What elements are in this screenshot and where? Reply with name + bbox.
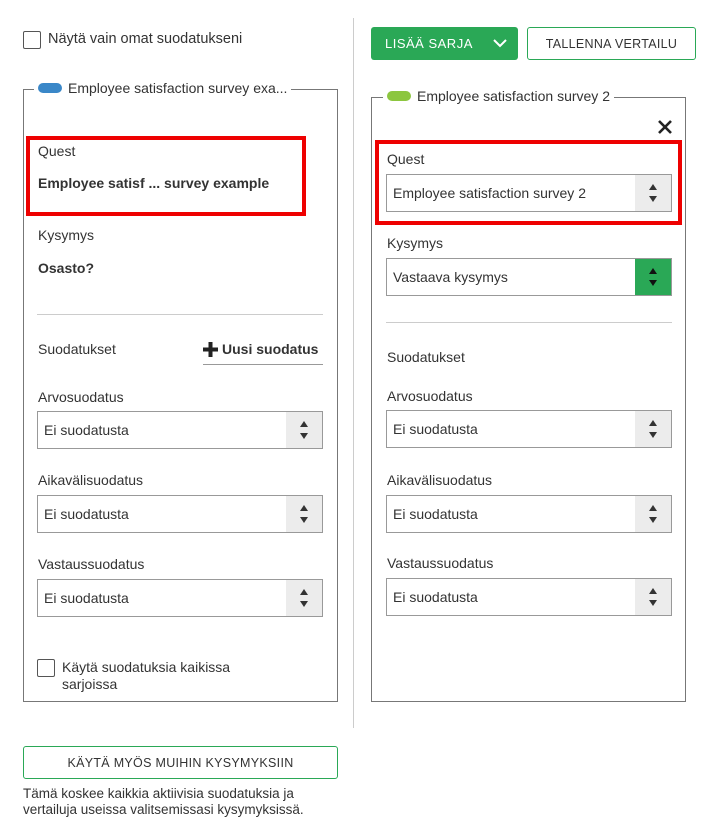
right-quest-value: Employee satisfaction survey 2	[393, 185, 586, 201]
right-value-filter-label: Arvosuodatus	[387, 388, 473, 404]
left-value-filter-label: Arvosuodatus	[38, 389, 124, 405]
right-answer-filter-label: Vastaussuodatus	[387, 555, 494, 571]
plus-icon	[203, 342, 218, 360]
add-series-button[interactable]	[371, 27, 518, 60]
add-series-label: LISÄÄ SARJA	[385, 36, 473, 51]
new-filter-label: Uusi suodatus	[222, 341, 319, 357]
right-time-filter-label: Aikavälisuodatus	[387, 472, 493, 488]
right-answer-filter-select[interactable]	[386, 578, 672, 616]
right-time-filter-select[interactable]	[386, 495, 672, 533]
right-time-filter-value: Ei suodatusta	[393, 506, 478, 522]
right-series-title: Employee satisfaction survey 2	[417, 88, 610, 104]
right-filters-label: Suodatukset	[387, 349, 465, 365]
left-answer-filter-select[interactable]	[37, 579, 323, 617]
left-answer-filter-label: Vastaussuodatus	[38, 556, 145, 572]
right-quest-highlight	[375, 140, 682, 225]
left-question-value: Osasto?	[38, 260, 95, 276]
left-quest-highlight	[26, 136, 306, 216]
left-series-legend	[34, 80, 291, 96]
right-question-label: Kysymys	[387, 235, 443, 251]
new-filter-link[interactable]	[203, 341, 323, 365]
sort-arrows-icon	[635, 496, 671, 532]
left-value-filter-value: Ei suodatusta	[44, 422, 129, 438]
apply-all-series-label-line1: Käytä suodatuksia kaikissa	[62, 659, 231, 675]
sort-arrows-icon	[286, 412, 322, 448]
bottom-note-line1: Tämä koskee kaikkia aktiivisia suodatuksia ja	[23, 786, 294, 801]
bottom-note-line2: vertailuja useissa valitsemissasi kysymyksissä.	[23, 802, 304, 817]
right-answer-filter-value: Ei suodatusta	[393, 589, 478, 605]
left-divider	[37, 314, 323, 315]
chevron-down-icon	[482, 39, 518, 48]
left-time-filter-select[interactable]	[37, 495, 323, 533]
right-series-legend	[383, 88, 614, 104]
apply-to-other-questions-button[interactable]: KÄYTÄ MYÖS MUIHIN KYSYMYKSIIN	[23, 746, 338, 779]
right-value-filter-value: Ei suodatusta	[393, 421, 478, 437]
right-quest-label: Quest	[387, 151, 425, 167]
series-color-swatch	[387, 91, 411, 101]
left-value-filter-select[interactable]	[37, 411, 323, 449]
left-series-title: Employee satisfaction survey exa...	[68, 80, 288, 96]
series-color-swatch	[38, 83, 62, 93]
left-time-filter-value: Ei suodatusta	[44, 506, 129, 522]
sort-arrows-icon	[286, 496, 322, 532]
left-question-label: Kysymys	[38, 227, 94, 243]
left-time-filter-label: Aikavälisuodatus	[38, 472, 144, 488]
sort-arrows-icon	[635, 579, 671, 615]
sort-arrows-icon	[635, 411, 671, 447]
apply-all-series-checkbox[interactable]	[37, 659, 55, 677]
right-divider	[386, 322, 672, 323]
own-filters-label: Näytä vain omat suodatukseni	[48, 31, 243, 47]
save-comparison-button[interactable]: TALLENNA VERTAILU	[527, 27, 696, 60]
right-question-value: Vastaava kysymys	[393, 269, 508, 285]
close-icon[interactable]	[657, 119, 673, 135]
apply-all-series-label-line2: sarjoissa	[62, 676, 118, 692]
right-value-filter-select[interactable]	[386, 410, 672, 448]
column-separator	[353, 18, 354, 728]
right-question-select[interactable]	[386, 258, 672, 296]
sort-arrows-icon	[286, 580, 322, 616]
left-quest-label: Quest	[38, 143, 76, 159]
own-filters-checkbox[interactable]	[23, 31, 41, 49]
left-filters-label: Suodatukset	[38, 341, 116, 357]
left-quest-value: Employee satisf ... survey example	[38, 175, 270, 191]
left-answer-filter-value: Ei suodatusta	[44, 590, 129, 606]
sort-arrows-icon	[635, 259, 671, 295]
